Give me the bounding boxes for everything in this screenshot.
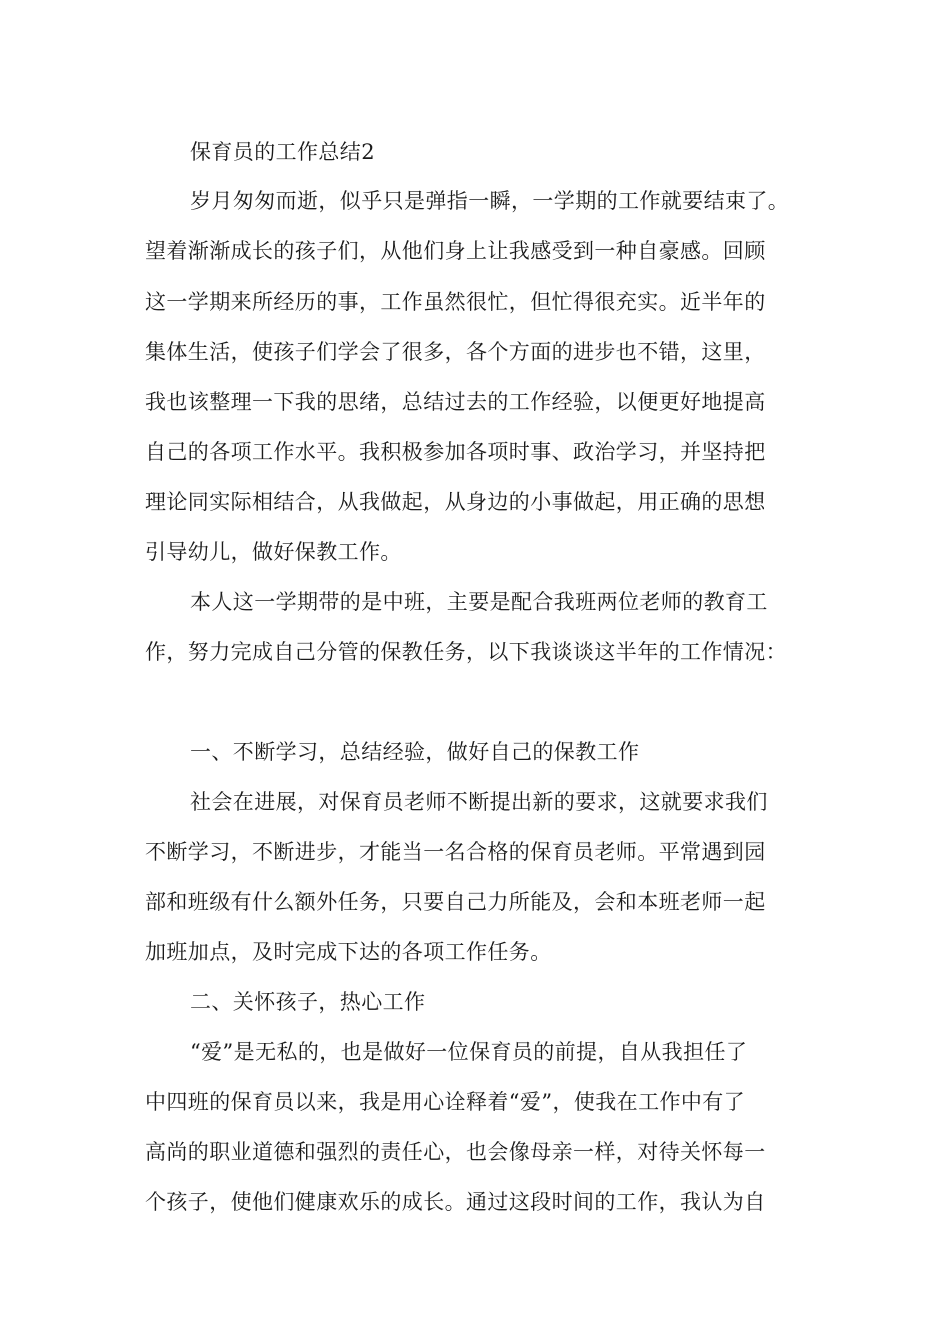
document-title: 保育员的工作总结2	[190, 140, 375, 164]
text-line: “爱”是无私的，也是做好一位保育员的前提，自从我担任了	[190, 1040, 748, 1064]
text-line: 高尚的职业道德和强烈的责任心，也会像母亲一样，对待关怀每一	[145, 1140, 766, 1164]
text-line: 社会在进展，对保育员老师不断提出新的要求，这就要求我们	[190, 790, 768, 814]
text-line: 个孩子，使他们健康欢乐的成长。通过这段时间的工作，我认为自	[145, 1190, 766, 1214]
text-line: 理论同实际相结合，从我做起，从身边的小事做起，用正确的思想	[145, 490, 766, 514]
section-heading: 二、关怀孩子，热心工作	[190, 990, 426, 1014]
text-line: 集体生活，使孩子们学会了很多，各个方面的进步也不错，这里，	[145, 340, 766, 364]
text-line: 加班加点，及时完成下达的各项工作任务。	[145, 940, 552, 964]
text-line: 这一学期来所经历的事，工作虽然很忙，但忙得很充实。近半年的	[145, 290, 766, 314]
text-line: 自己的各项工作水平。我积极参加各项时事、政治学习，并坚持把	[145, 440, 766, 464]
text-line: 望着渐渐成长的孩子们，从他们身上让我感受到一种自豪感。回顾	[145, 239, 766, 263]
text-line: 中四班的保育员以来，我是用心诠释着“爱”，使我在工作中有了	[145, 1090, 746, 1114]
text-line: 部和班级有什么额外任务，只要自己力所能及，会和本班老师一起	[145, 890, 766, 914]
text-line: 引导幼儿，做好保教工作。	[145, 540, 402, 564]
section-heading: 一、不断学习，总结经验，做好自己的保教工作	[190, 740, 640, 764]
text-line: 作，努力完成自己分管的保教任务，以下我谈谈这半年的工作情况：	[145, 640, 787, 664]
text-line: 我也该整理一下我的思绪，总结过去的工作经验，以便更好地提高	[145, 390, 766, 414]
text-line: 不断学习，不断进步，才能当一名合格的保育员老师。平常遇到园	[145, 840, 766, 864]
text-line: 本人这一学期带的是中班，主要是配合我班两位老师的教育工	[190, 590, 768, 614]
text-line: 岁月匆匆而逝，似乎只是弹指一瞬，一学期的工作就要结束了。	[190, 189, 790, 213]
